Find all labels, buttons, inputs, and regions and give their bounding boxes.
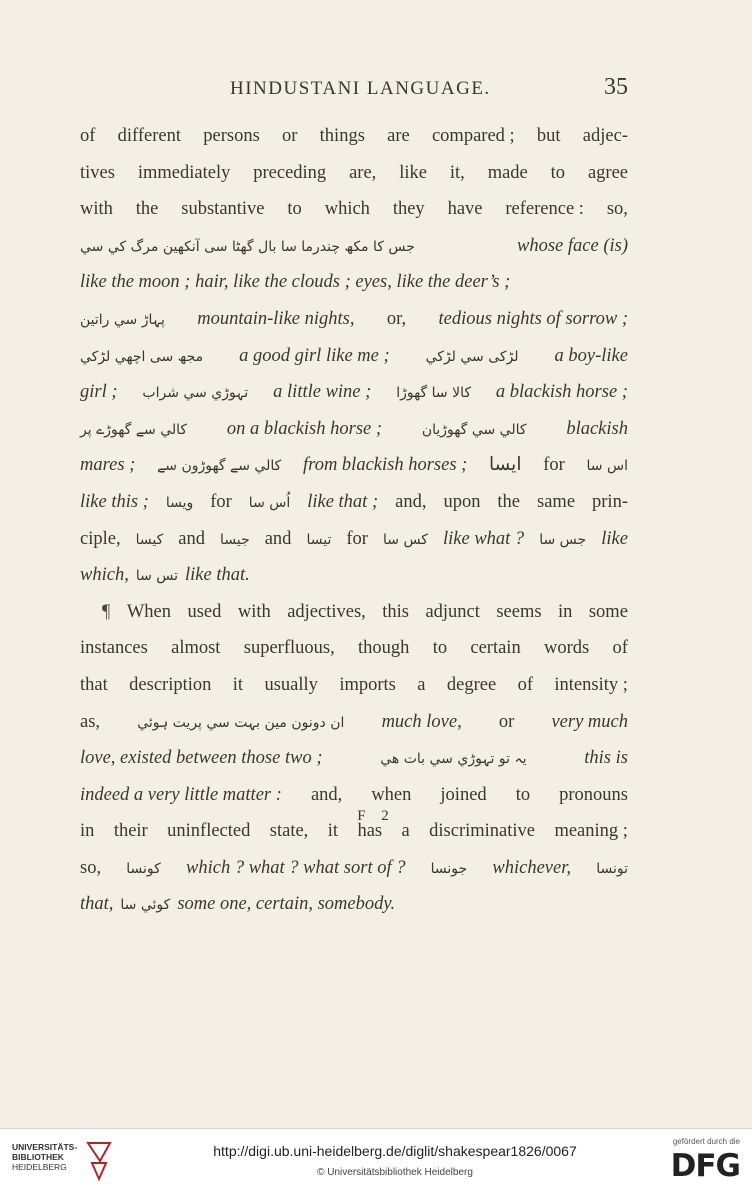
word: the <box>497 491 521 512</box>
word: substantive <box>181 199 265 220</box>
word: and, <box>310 784 343 805</box>
footer-bar <box>0 1128 752 1192</box>
italic-translation: indeed a very little matter : <box>80 784 282 805</box>
copyright-notice: © Universitätsbibliothek Heidelberg <box>317 1167 473 1178</box>
word: of <box>517 674 533 695</box>
urdu-phrase: کالي سي گھوڑیان <box>421 421 527 438</box>
word: in <box>80 821 95 842</box>
urdu-phrase: تہوڑي سي شراب <box>142 385 249 402</box>
text-line <box>80 850 628 887</box>
library-name-line: UNIVERSITÄTS- <box>12 1142 78 1152</box>
italic-translation: like that ; <box>307 491 379 512</box>
running-title: HINDUSTANI LANGUAGE. <box>230 78 491 99</box>
urdu-phrase: کوئي سا <box>120 897 171 914</box>
word: tives <box>80 162 115 183</box>
text-line <box>80 264 628 301</box>
word: so, <box>606 199 628 220</box>
word: with <box>237 601 271 622</box>
word: When <box>126 601 172 622</box>
word: as, <box>80 711 101 732</box>
word: uninflected <box>167 821 251 842</box>
word: though <box>358 638 410 659</box>
library-name <box>12 1142 77 1172</box>
italic-translation: much love, <box>381 711 462 732</box>
italic-translation: some one, certain, somebody. <box>177 894 396 915</box>
italic-translation: which, <box>80 565 129 586</box>
italic-translation: whichever, <box>492 857 571 878</box>
text-line <box>80 484 628 521</box>
word: preceding <box>253 162 327 183</box>
word: immediately <box>137 162 231 183</box>
word: and, <box>395 491 427 512</box>
word: which <box>324 199 370 220</box>
urdu-phrase: تس سا <box>135 568 179 585</box>
urdu-phrase: جس سا <box>539 531 587 548</box>
word: are <box>387 126 410 146</box>
urdu-phrase: تیسا <box>306 531 332 548</box>
text-line <box>80 228 628 265</box>
urdu-phrase: کالا سا گھوڑا <box>396 385 472 402</box>
word: or <box>498 711 515 732</box>
word: the <box>135 199 159 220</box>
urdu-phrase: کالي سے گھوڑے پر <box>80 421 188 438</box>
urdu-phrase: کونسا <box>126 860 161 877</box>
urdu-phrase: پہاڑ سي راتين <box>80 311 165 328</box>
urdu-phrase: کیسا <box>135 531 164 548</box>
word: to <box>287 199 302 220</box>
italic-translation: like this ; <box>80 491 149 512</box>
word: and <box>178 528 206 549</box>
library-name-line: BIBLIOTHEK <box>12 1152 64 1162</box>
word: but <box>536 126 561 146</box>
italic-translation: like the moon ; hair, like the clouds ; eyes, like the deer’s ; <box>80 272 511 293</box>
urdu-phrase: اس سا <box>586 458 628 475</box>
word: of <box>612 638 628 659</box>
word: state, <box>269 821 309 842</box>
word: a <box>417 674 426 695</box>
word: it <box>232 674 244 695</box>
italic-translation: which ? what ? what sort of ? <box>186 857 406 878</box>
word: and <box>264 528 292 549</box>
text-line <box>80 374 628 411</box>
word: ایسا <box>489 455 522 476</box>
text-line <box>80 704 628 741</box>
word: things <box>319 126 365 146</box>
word: of <box>80 126 96 146</box>
italic-translation: mares ; <box>80 455 136 476</box>
word: degree <box>446 674 497 695</box>
word: pronouns <box>559 784 628 805</box>
word: adjectives, <box>287 601 366 622</box>
word: or <box>282 126 298 146</box>
word: this <box>382 601 409 622</box>
italic-translation: whose face (is) <box>517 235 628 256</box>
text-line <box>80 447 628 484</box>
urdu-phrase: ان دونون مین بہت سي پریت ہوئي <box>137 714 345 731</box>
italic-translation: on a blackish horse ; <box>226 418 383 439</box>
italic-translation: like that. <box>185 565 250 586</box>
word: superfluous, <box>243 638 335 659</box>
word: their <box>113 821 148 842</box>
signature-mark: F 2 <box>357 808 395 824</box>
text-line <box>80 557 628 594</box>
urdu-phrase: جس کا مکھ چندرما سا بال گھٹا سی آنکھین مرگ کي سي <box>80 238 415 255</box>
dfg-logo: DFG <box>670 1148 740 1184</box>
text-line <box>80 191 628 228</box>
urdu-phrase: ویسا <box>165 494 194 511</box>
urdu-phrase: کالي سے گھوڑون سے <box>157 458 282 475</box>
library-emblem-icon <box>84 1141 114 1181</box>
word: certain <box>470 638 521 659</box>
word: in <box>558 601 573 622</box>
word: reference : <box>505 199 584 220</box>
word: with <box>80 199 113 220</box>
word: persons <box>203 126 260 146</box>
text-line <box>80 594 628 631</box>
word: for <box>210 491 232 512</box>
word: to <box>550 162 566 183</box>
italic-translation: like what ? <box>443 528 525 549</box>
italic-translation: mountain-like nights, <box>197 308 355 329</box>
word: to <box>515 784 531 805</box>
funding-label: gefördert durch die <box>672 1137 740 1146</box>
word: usually <box>264 674 318 695</box>
word: it, <box>449 162 465 183</box>
word: seems <box>496 601 542 622</box>
word: prin- <box>592 491 628 512</box>
text-line <box>80 521 628 558</box>
word: intensity ; <box>554 674 628 695</box>
urdu-phrase: کس سا <box>383 531 428 548</box>
word: or, <box>386 308 407 329</box>
urdu-phrase: تونسا <box>596 860 628 877</box>
word: same <box>537 491 576 512</box>
urdu-phrase: یہ تو تہوڑي سي بات هي <box>380 751 527 768</box>
word: joined <box>440 784 487 805</box>
word: has <box>357 821 383 842</box>
word: that <box>80 674 108 695</box>
italic-translation: a blackish horse ; <box>495 382 628 403</box>
text-line <box>80 667 628 704</box>
word: words <box>544 638 590 659</box>
word: like <box>399 162 427 183</box>
urdu-phrase: اُس سا <box>248 494 291 511</box>
urdu-phrase: جونسا <box>430 860 468 877</box>
word: agree <box>587 162 628 183</box>
word: description <box>129 674 212 695</box>
italic-translation: tedious nights of sorrow ; <box>438 308 628 329</box>
italic-translation: a little wine ; <box>273 382 372 403</box>
word: almost <box>171 638 221 659</box>
text-line <box>80 740 628 777</box>
italic-translation: love, existed between those two ; <box>80 748 323 769</box>
word: they <box>392 199 425 220</box>
page-number: 35 <box>604 74 628 100</box>
word: imports <box>339 674 396 695</box>
urdu-phrase: مجھ سی اچھي لڑکي <box>80 348 204 365</box>
text-line <box>80 338 628 375</box>
italic-translation: blackish <box>566 418 628 439</box>
word: have <box>447 199 483 220</box>
word: upon <box>443 491 481 512</box>
text-line <box>80 630 628 667</box>
word: for <box>543 455 565 476</box>
italic-translation: this is <box>584 748 628 769</box>
italic-translation: like <box>601 528 628 549</box>
word: different <box>117 126 182 146</box>
word: discriminative <box>429 821 536 842</box>
word: meaning ; <box>554 821 628 842</box>
text-line <box>80 411 628 448</box>
text-line <box>80 155 628 192</box>
word: adjec- <box>582 126 628 146</box>
word: some <box>588 601 628 622</box>
word: adjunct <box>425 601 480 622</box>
word: instances <box>80 638 148 659</box>
word: a <box>401 821 410 842</box>
text-line <box>80 301 628 338</box>
italic-translation: girl ; <box>80 382 118 403</box>
word: made <box>487 162 528 183</box>
word: to <box>432 638 448 659</box>
italic-translation: that, <box>80 894 114 915</box>
university-library-logo-icon <box>8 1139 9 1140</box>
word: when <box>371 784 412 805</box>
text-line <box>80 118 628 155</box>
page-header <box>80 74 628 108</box>
pilcrow-mark: ¶ <box>102 601 111 622</box>
word: used <box>187 601 222 622</box>
library-name-line: HEIDELBERG <box>12 1162 67 1172</box>
text-line <box>80 886 628 923</box>
italic-translation: very much <box>551 711 628 732</box>
word: for <box>346 528 368 549</box>
italic-translation: from blackish horses ; <box>303 455 468 476</box>
word: it <box>327 821 339 842</box>
body-text <box>80 118 628 923</box>
word: ciple, <box>80 528 121 549</box>
word: compared ; <box>431 126 515 146</box>
urdu-phrase: جیسا <box>220 531 250 548</box>
italic-translation: a boy-like <box>554 345 628 366</box>
italic-translation: a good girl like me ; <box>239 345 390 366</box>
word: are, <box>349 162 377 183</box>
source-url-link[interactable]: http://digi.ub.uni-heidelberg.de/diglit/shakespear1826/0067 <box>213 1143 577 1159</box>
word: so, <box>80 857 102 878</box>
urdu-phrase: لڑکی سي لڑکي <box>425 348 519 365</box>
